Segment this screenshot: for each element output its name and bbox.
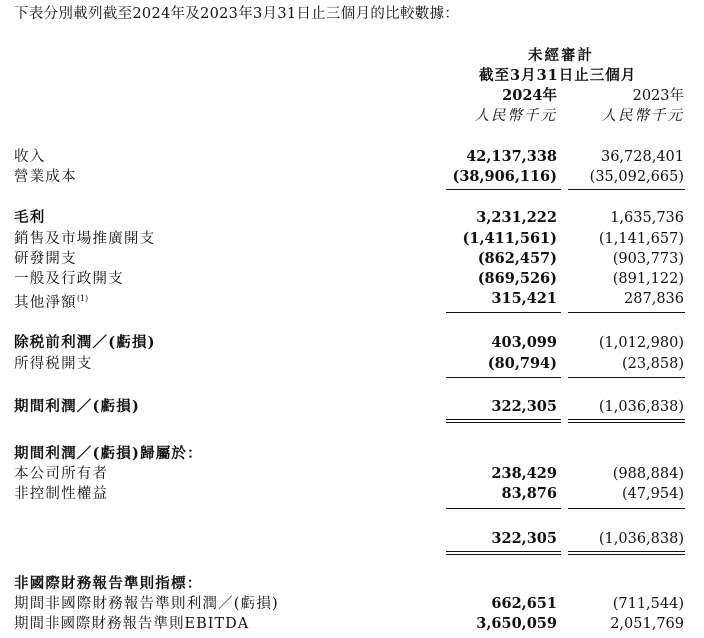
row-label: 研發開支: [14, 251, 77, 267]
row-label: 非控制性權益: [14, 486, 109, 502]
row-label: [14, 289, 88, 313]
total-rule: [446, 551, 561, 552]
value-2024: 238,429: [491, 465, 557, 482]
value-2024: 3,650,059: [476, 615, 557, 632]
subtotal-rule: [446, 508, 561, 509]
value-2023: (47,954): [621, 486, 684, 502]
section-heading: 期間利潤／(虧損)歸屬於：: [14, 445, 203, 462]
value-2023: (711,544): [612, 596, 684, 612]
value-2023: (23,858): [621, 356, 684, 372]
subtotal-rule: [568, 508, 685, 509]
header-unit-2023: 人民幣千元: [601, 108, 684, 124]
row-label: 毛利: [14, 209, 46, 226]
value-2023: (1,141,657): [598, 231, 684, 247]
value-2024: 3,231,222: [476, 209, 557, 226]
row-label: 期間非國際財務報告準則利潤／(虧損): [14, 596, 279, 612]
value-2023: 2,051,769: [610, 616, 684, 632]
value-2023: 1,635,736: [610, 210, 684, 226]
value-2024: 403,099: [491, 334, 557, 351]
header-unit-2024: 人民幣千元: [474, 108, 557, 124]
total-rule: [446, 419, 561, 420]
row-label: 除税前利潤／(虧損): [14, 334, 156, 351]
value-2024: 662,651: [491, 595, 557, 612]
total-rule: [446, 422, 561, 423]
value-2023: (1,036,838): [598, 399, 684, 415]
row-label: 營業成本: [14, 169, 77, 185]
value-2023: (1,036,838): [598, 531, 684, 547]
header-year-2024: 2024年: [502, 87, 557, 104]
total-rule: [446, 554, 561, 555]
subtotal-rule: [568, 312, 685, 313]
subtotal-rule: [446, 312, 561, 313]
row-label: 收入: [14, 149, 46, 165]
header-year-2023: 2023年: [632, 88, 684, 104]
row-label: 一般及行政開支: [14, 271, 124, 287]
total-rule: [568, 422, 685, 423]
row-label: 所得税開支: [14, 356, 93, 372]
section-heading: 非國際財務報告準則指標：: [14, 575, 203, 592]
value-2023: 36,728,401: [600, 149, 684, 165]
row-label-text: 其他淨額: [14, 294, 77, 311]
header-period: 截至3月31日止三個月: [479, 67, 637, 84]
header-unaudited: 未經審計: [528, 47, 594, 64]
row-label: 期間非國際財務報告準則EBITDA: [14, 616, 250, 632]
total-rule: [568, 419, 685, 420]
total-rule: [568, 554, 685, 555]
subtotal-rule: [568, 189, 685, 190]
value-2023: (1,012,980): [598, 335, 684, 351]
total-rule: [568, 551, 685, 552]
value-2024: (862,457): [477, 250, 557, 267]
row-label: 銷售及市場推廣開支: [14, 231, 156, 247]
subtotal-rule: [446, 377, 561, 378]
value-2024: 42,137,338: [466, 148, 557, 165]
value-2024: 322,305: [491, 530, 557, 547]
value-2023: (903,773): [612, 251, 684, 267]
row-label: 本公司所有者: [14, 466, 109, 482]
row-label: 期間利潤／(虧損): [14, 398, 141, 415]
value-2023: (891,122): [612, 271, 684, 287]
subtotal-rule: [568, 377, 685, 378]
value-2023: (988,884): [612, 466, 684, 482]
value-2023: 287,836: [624, 291, 684, 307]
value-2024: 315,421: [491, 290, 557, 307]
value-2024: 83,876: [501, 485, 557, 502]
value-2024: (1,411,561): [462, 230, 557, 247]
value-2024: (869,526): [477, 270, 557, 287]
intro-text: 下表分別載列截至2024年及2023年3月31日止三個月的比較數據：: [14, 6, 460, 22]
subtotal-rule: [446, 189, 561, 190]
value-2024: (80,794): [487, 355, 557, 372]
footnote-marker: (1): [76, 294, 89, 303]
value-2023: (35,092,665): [589, 169, 684, 185]
value-2024: (38,906,116): [452, 168, 557, 185]
value-2024: 322,305: [491, 398, 557, 415]
